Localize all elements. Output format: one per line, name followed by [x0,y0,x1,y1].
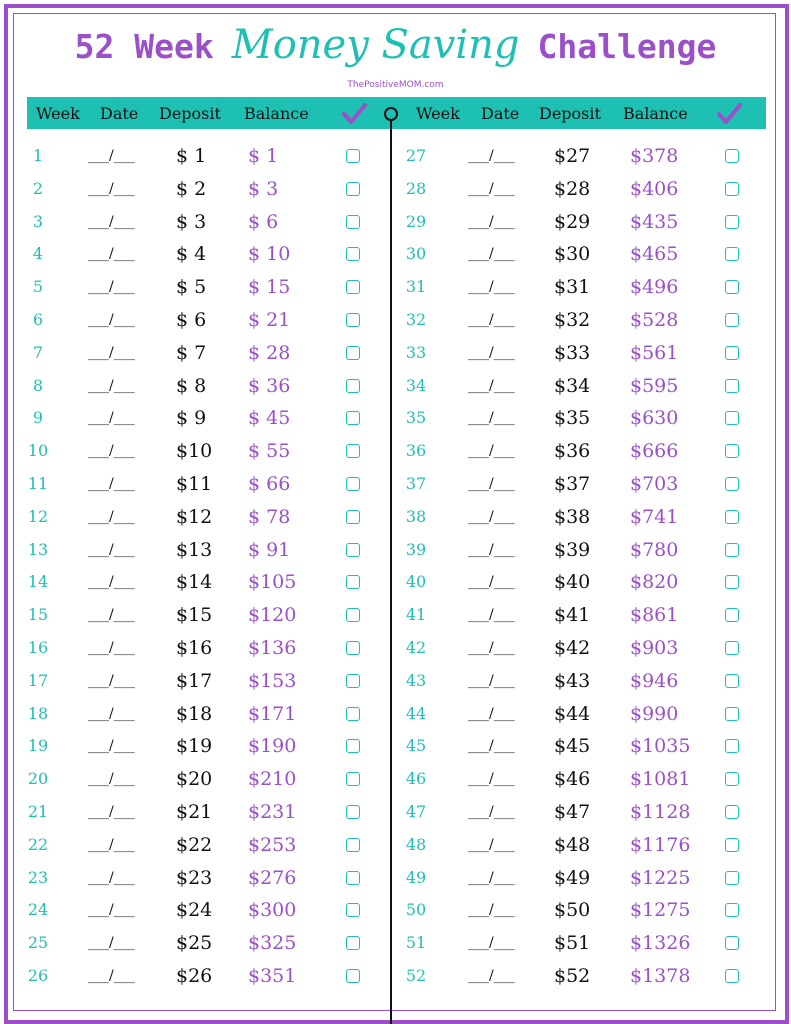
deposit-amount: $ 6 [176,309,207,331]
deposit-amount: $20 [176,768,213,790]
deposit-amount: $12 [176,506,213,528]
deposit-amount: $51 [554,932,591,954]
date-blank[interactable]: ___/___ [88,214,135,230]
deposit-amount: $29 [554,211,591,233]
deposit-amount: $19 [176,735,213,757]
balance-amount: $1128 [630,801,691,823]
week-number: 21 [27,802,49,821]
deposit-amount: $ 4 [176,243,207,265]
table-row [0,928,791,958]
date-blank[interactable]: ___/___ [88,870,135,886]
balance-amount: $171 [248,703,297,725]
balance-amount: $ 55 [248,440,291,462]
balance-amount: $ 45 [248,407,291,429]
table-row [0,633,791,663]
checkbox[interactable] [725,149,739,163]
balance-amount: $ 1 [248,145,279,167]
table-row [0,469,791,499]
balance-amount: $780 [630,539,679,561]
date-blank[interactable]: ___/___ [88,706,135,722]
deposit-amount: $38 [554,506,591,528]
table-row [0,338,791,368]
balance-amount: $ 66 [248,473,291,495]
date-blank[interactable]: ___/___ [88,246,135,262]
balance-amount: $741 [630,506,679,528]
deposit-amount: $11 [176,473,213,495]
deposit-amount: $ 7 [176,342,207,364]
table-row [0,699,791,729]
deposit-amount: $47 [554,801,591,823]
table-row [0,141,791,171]
balance-amount: $378 [630,145,679,167]
week-number: 9 [32,408,44,427]
checkbox[interactable] [725,641,739,655]
week-number: 2 [32,179,44,198]
date-blank[interactable]: ___/___ [468,509,515,525]
balance-amount: $300 [248,899,297,921]
deposit-amount: $43 [554,670,591,692]
date-blank[interactable]: ___/___ [468,443,515,459]
balance-amount: $ 6 [248,211,279,233]
balance-amount: $1378 [630,965,691,987]
checkbox[interactable] [725,379,739,393]
week-number: 43 [405,671,427,690]
week-number: 46 [405,769,427,788]
deposit-amount: $ 9 [176,407,207,429]
balance-amount: $990 [630,703,679,725]
deposit-amount: $24 [176,899,213,921]
deposit-amount: $44 [554,703,591,725]
week-number: 3 [32,212,44,231]
balance-amount: $136 [248,637,297,659]
table-row [0,403,791,433]
deposit-amount: $42 [554,637,591,659]
date-blank[interactable]: ___/___ [88,902,135,918]
balance-amount: $105 [248,571,297,593]
title-part-2: Money Saving [231,22,520,68]
checkbox[interactable] [725,608,739,622]
date-blank[interactable]: ___/___ [468,771,515,787]
balance-amount: $253 [248,834,297,856]
date-blank[interactable]: ___/___ [88,181,135,197]
table-row [0,961,791,991]
balance-amount: $528 [630,309,679,331]
week-number: 7 [32,343,44,362]
date-blank[interactable]: ___/___ [88,837,135,853]
deposit-amount: $18 [176,703,213,725]
balance-amount: $903 [630,637,679,659]
date-blank[interactable]: ___/___ [88,640,135,656]
balance-amount: $ 28 [248,342,291,364]
deposit-amount: $10 [176,440,213,462]
date-blank[interactable]: ___/___ [88,148,135,164]
header-balance-left: Balance [244,104,309,123]
title-part-3: Challenge [537,27,717,66]
date-blank[interactable]: ___/___ [468,378,515,394]
week-number: 30 [405,244,427,263]
deposit-amount: $15 [176,604,213,626]
date-blank[interactable]: ___/___ [468,902,515,918]
balance-amount: $ 36 [248,375,291,397]
table-row [0,666,791,696]
date-blank[interactable]: ___/___ [88,935,135,951]
balance-amount: $ 91 [248,539,291,561]
week-number: 36 [405,441,427,460]
checkbox[interactable] [725,182,739,196]
week-number: 12 [27,507,49,526]
deposit-amount: $25 [176,932,213,954]
week-number: 31 [405,277,427,296]
date-blank[interactable]: ___/___ [468,837,515,853]
checkbox[interactable] [725,969,739,983]
header-week-right: Week [416,104,460,123]
checkbox[interactable] [725,871,739,885]
date-blank[interactable]: ___/___ [88,542,135,558]
week-number: 34 [405,376,427,395]
week-number: 19 [27,736,49,755]
balance-amount: $153 [248,670,297,692]
table-row [0,895,791,925]
date-blank[interactable]: ___/___ [468,181,515,197]
date-blank[interactable]: ___/___ [88,738,135,754]
week-number: 50 [405,900,427,919]
checkbox[interactable] [725,411,739,425]
balance-amount: $ 15 [248,276,291,298]
week-number: 20 [27,769,49,788]
week-number: 38 [405,507,427,526]
checkbox[interactable] [725,313,739,327]
deposit-amount: $41 [554,604,591,626]
checkbox[interactable] [725,215,739,229]
date-blank[interactable]: ___/___ [468,214,515,230]
date-blank[interactable]: ___/___ [468,476,515,492]
week-number: 15 [27,605,49,624]
date-blank[interactable]: ___/___ [88,673,135,689]
website-label: ThePositiveMOM.com [347,80,444,90]
date-blank[interactable]: ___/___ [88,378,135,394]
week-number: 4 [32,244,44,263]
table-row [0,797,791,827]
week-number: 48 [405,835,427,854]
table-row [0,436,791,466]
week-number: 22 [27,835,49,854]
balance-amount: $1176 [630,834,691,856]
date-blank[interactable]: ___/___ [88,410,135,426]
deposit-amount: $ 1 [176,145,207,167]
week-number: 33 [405,343,427,362]
date-blank[interactable]: ___/___ [88,574,135,590]
week-number: 39 [405,540,427,559]
balance-amount: $190 [248,735,297,757]
deposit-amount: $ 2 [176,178,207,200]
balance-amount: $465 [630,243,679,265]
deposit-amount: $14 [176,571,213,593]
header-deposit-right: Deposit [539,104,601,123]
week-number: 11 [27,474,49,493]
checkbox[interactable] [725,477,739,491]
table-row [0,535,791,565]
checkbox[interactable] [725,247,739,261]
week-number: 44 [405,704,427,723]
date-blank[interactable]: ___/___ [88,509,135,525]
week-number: 14 [27,572,49,591]
balance-amount: $630 [630,407,679,429]
deposit-amount: $40 [554,571,591,593]
balance-amount: $1035 [630,735,691,757]
checkbox[interactable] [725,280,739,294]
week-number: 26 [27,966,49,985]
date-blank[interactable]: ___/___ [88,443,135,459]
checkbox[interactable] [725,936,739,950]
table-row [0,371,791,401]
balance-amount: $ 78 [248,506,291,528]
deposit-amount: $46 [554,768,591,790]
date-blank[interactable]: ___/___ [468,410,515,426]
week-number: 40 [405,572,427,591]
week-number: 35 [405,408,427,427]
balance-amount: $120 [248,604,297,626]
table-row [0,305,791,335]
date-blank[interactable]: ___/___ [468,706,515,722]
deposit-amount: $32 [554,309,591,331]
balance-amount: $861 [630,604,679,626]
date-blank[interactable]: ___/___ [88,607,135,623]
balance-amount: $ 10 [248,243,291,265]
header-week-left: Week [36,104,80,123]
deposit-amount: $52 [554,965,591,987]
deposit-amount: $31 [554,276,591,298]
week-number: 45 [405,736,427,755]
week-number: 23 [27,868,49,887]
deposit-amount: $45 [554,735,591,757]
week-number: 51 [405,933,427,952]
balance-amount: $406 [630,178,679,200]
balance-amount: $946 [630,670,679,692]
date-blank[interactable]: ___/___ [88,279,135,295]
deposit-amount: $49 [554,867,591,889]
date-blank[interactable]: ___/___ [88,771,135,787]
balance-amount: $1326 [630,932,691,954]
week-number: 32 [405,310,427,329]
date-blank[interactable]: ___/___ [88,476,135,492]
checkmark-icon [341,101,367,127]
checkbox[interactable] [725,346,739,360]
balance-amount: $1275 [630,899,691,921]
date-blank[interactable]: ___/___ [468,640,515,656]
balance-amount: $1225 [630,867,691,889]
date-blank[interactable]: ___/___ [88,312,135,328]
header-date-left: Date [100,104,139,123]
week-number: 17 [27,671,49,690]
table-row [0,567,791,597]
checkbox[interactable] [725,903,739,917]
date-blank[interactable]: ___/___ [468,804,515,820]
week-number: 5 [32,277,44,296]
date-blank[interactable]: ___/___ [468,968,515,984]
deposit-amount: $23 [176,867,213,889]
checkbox[interactable] [725,575,739,589]
balance-amount: $435 [630,211,679,233]
date-blank[interactable]: ___/___ [468,148,515,164]
table-row [0,272,791,302]
date-blank[interactable]: ___/___ [468,673,515,689]
table-row [0,764,791,794]
week-number: 42 [405,638,427,657]
date-blank[interactable]: ___/___ [468,246,515,262]
week-number: 41 [405,605,427,624]
table-row [0,600,791,630]
date-blank[interactable]: ___/___ [468,574,515,590]
balance-amount: $231 [248,801,297,823]
week-number: 6 [32,310,44,329]
date-blank[interactable]: ___/___ [468,870,515,886]
date-blank[interactable]: ___/___ [468,279,515,295]
week-number: 37 [405,474,427,493]
page-title [0,22,791,82]
date-blank[interactable]: ___/___ [88,968,135,984]
date-blank[interactable]: ___/___ [468,935,515,951]
checkbox[interactable] [725,805,739,819]
balance-amount: $210 [248,768,297,790]
deposit-amount: $ 8 [176,375,207,397]
balance-amount: $496 [630,276,679,298]
header-balance-right: Balance [623,104,688,123]
checkbox[interactable] [725,674,739,688]
balance-amount: $ 3 [248,178,279,200]
week-number: 10 [27,441,49,460]
deposit-amount: $50 [554,899,591,921]
deposit-amount: $35 [554,407,591,429]
divider-ring [384,107,398,121]
deposit-amount: $16 [176,637,213,659]
date-blank[interactable]: ___/___ [468,738,515,754]
balance-amount: $595 [630,375,679,397]
week-number: 47 [405,802,427,821]
table-row [0,731,791,761]
deposit-amount: $22 [176,834,213,856]
checkbox[interactable] [725,739,739,753]
deposit-amount: $33 [554,342,591,364]
week-number: 27 [405,146,427,165]
deposit-amount: $27 [554,145,591,167]
date-blank[interactable]: ___/___ [468,312,515,328]
week-number: 13 [27,540,49,559]
balance-amount: $666 [630,440,679,462]
deposit-amount: $21 [176,801,213,823]
deposit-amount: $ 5 [176,276,207,298]
balance-amount: $703 [630,473,679,495]
deposit-amount: $30 [554,243,591,265]
deposit-amount: $28 [554,178,591,200]
table-row [0,239,791,269]
table-row [0,502,791,532]
week-number: 28 [405,179,427,198]
checkbox[interactable] [725,707,739,721]
table-row [0,174,791,204]
header-date-right: Date [481,104,520,123]
deposit-amount: $17 [176,670,213,692]
deposit-amount: $48 [554,834,591,856]
week-number: 8 [32,376,44,395]
checkbox[interactable] [725,510,739,524]
balance-amount: $325 [248,932,297,954]
checkbox[interactable] [725,444,739,458]
deposit-amount: $13 [176,539,213,561]
balance-amount: $561 [630,342,679,364]
balance-amount: $820 [630,571,679,593]
checkbox[interactable] [725,838,739,852]
deposit-amount: $26 [176,965,213,987]
week-number: 49 [405,868,427,887]
table-row [0,863,791,893]
date-blank[interactable]: ___/___ [468,345,515,361]
checkmark-icon [716,101,742,127]
checkbox[interactable] [725,772,739,786]
deposit-amount: $34 [554,375,591,397]
deposit-amount: $37 [554,473,591,495]
week-number: 18 [27,704,49,723]
week-number: 24 [27,900,49,919]
header-deposit-left: Deposit [159,104,221,123]
balance-amount: $351 [248,965,297,987]
deposit-amount: $39 [554,539,591,561]
balance-amount: $1081 [630,768,691,790]
table-row [0,207,791,237]
title-part-1: 52 Week [74,27,214,66]
week-number: 1 [32,146,44,165]
date-blank[interactable]: ___/___ [88,804,135,820]
balance-amount: $276 [248,867,297,889]
date-blank[interactable]: ___/___ [468,542,515,558]
balance-amount: $ 21 [248,309,291,331]
checkbox[interactable] [725,543,739,557]
deposit-amount: $ 3 [176,211,207,233]
table-row [0,830,791,860]
week-number: 52 [405,966,427,985]
date-blank[interactable]: ___/___ [88,345,135,361]
date-blank[interactable]: ___/___ [468,607,515,623]
deposit-amount: $36 [554,440,591,462]
week-number: 29 [405,212,427,231]
week-number: 16 [27,638,49,657]
week-number: 25 [27,933,49,952]
